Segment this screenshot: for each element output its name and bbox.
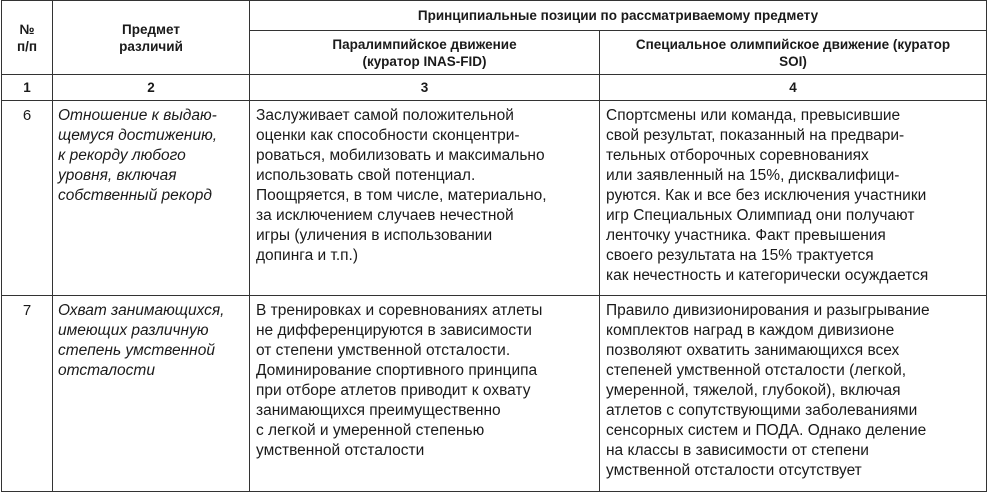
subject-line: степень умственной: [58, 342, 215, 359]
text-line: тельных отборочных соревнованиях: [606, 147, 869, 164]
text-line: от степени умственной отсталости.: [256, 342, 511, 359]
text-line: умственной отсталости: [256, 442, 425, 459]
text-line: руются. Как и все без исключения участники: [606, 187, 927, 204]
text-line: В тренировках и соревнованиях атлеты: [256, 302, 543, 319]
subject-line: щемуся достижению,: [58, 127, 218, 144]
subject-line: имеющих различную: [58, 322, 209, 339]
text-line: с легкой и умеренной степенью: [256, 422, 485, 439]
subject-line: к рекорду любого: [58, 147, 186, 164]
text-line: игр Специальных Олимпиад они получают: [606, 207, 915, 224]
row-special-olympic-text: [600, 101, 987, 296]
text-line: степеней умственной отсталости (легкой,: [606, 362, 907, 379]
header-paralympic-col: [250, 31, 600, 75]
subject-line: уровня, включая: [58, 167, 177, 184]
header-paralympic-text: Паралимпийское движение (куратор INAS-FID): [332, 36, 517, 69]
column-number: 4: [600, 75, 987, 101]
text-line: использовать свой потенциал.: [256, 167, 476, 184]
column-number: 3: [250, 75, 600, 101]
text-line: Поощряется, в том числе, материально,: [256, 187, 547, 204]
header-group-title: Принципиальные позиции по рассматриваемому предмету: [250, 1, 987, 31]
header-number-line: № п/п: [16, 21, 38, 54]
row-paralympic-text: [250, 296, 600, 492]
text-line: комплектов наград в каждом дивизионе: [606, 322, 895, 339]
text-line: атлетов с сопутствующими заболеваниями: [606, 402, 918, 419]
text-line: занимающихся преимущественно: [256, 402, 501, 419]
subject-line: Охват занимающихся,: [58, 302, 225, 319]
row-subject: [53, 296, 250, 492]
text-line: ленточку участника. Факт превышения: [606, 227, 886, 244]
text-line: допинга и т.п.): [256, 247, 359, 264]
text-line: умеренной, тяжелой, глубокой), включая: [606, 382, 901, 399]
header-special-olympic-col: [600, 31, 987, 75]
text-line: оценки как способности сконцентри-: [256, 127, 520, 144]
text-line: при отборе атлетов приводит к охвату: [256, 382, 531, 399]
header-subject-col: [53, 1, 250, 75]
table-row: [2, 296, 987, 492]
text-line: не дифференцируются в зависимости: [256, 322, 532, 339]
row-number: 7: [2, 296, 53, 492]
table-row: [2, 101, 987, 296]
comparison-table: [1, 0, 987, 492]
text-line: своего результата на 15% трактуется: [606, 247, 874, 264]
row-number: 6: [2, 101, 53, 296]
subject-line: собственный рекорд: [58, 187, 212, 204]
column-number: 2: [53, 75, 250, 101]
text-line: или заявленный на 15%, дисквалифици-: [606, 167, 900, 184]
text-line: умственной отсталости отсутствует: [606, 462, 862, 479]
header-number-col: [2, 1, 53, 75]
text-line: за исключением случаев нечестной: [256, 207, 514, 224]
text-line: на классы в зависимости от степени: [606, 442, 869, 459]
header-special-olympic-text: Специальное олимпийское движение (куратор SOI): [635, 36, 951, 69]
text-line: Доминирование спортивного принципа: [256, 362, 538, 379]
row-subject: [53, 101, 250, 296]
text-line: позволяют охватить занимающихся всех: [606, 342, 900, 359]
text-line: Заслуживает самой положительной: [256, 107, 514, 124]
text-line: свой результат, показанный на предвари-: [606, 127, 905, 144]
row-special-olympic-text: [600, 296, 987, 492]
text-line: игры (уличения в использовании: [256, 227, 493, 244]
text-line: роваться, мобилизовать и максимально: [256, 147, 545, 164]
header-subject-text: Предмет различий: [119, 21, 183, 54]
subject-line: Отношение к выдаю-: [58, 107, 217, 124]
column-number: 1: [2, 75, 53, 101]
text-line: как нечестность и категорически осуждается: [606, 267, 929, 284]
text-line: сенсорных систем и ПОДА. Однако деление: [606, 422, 927, 439]
row-paralympic-text: [250, 101, 600, 296]
text-line: Спортсмены или команда, превысившие: [606, 107, 901, 124]
column-number-row: [2, 75, 987, 101]
subject-line: отсталости: [58, 362, 155, 379]
text-line: Правило дивизионирования и разыгрывание: [606, 302, 930, 319]
